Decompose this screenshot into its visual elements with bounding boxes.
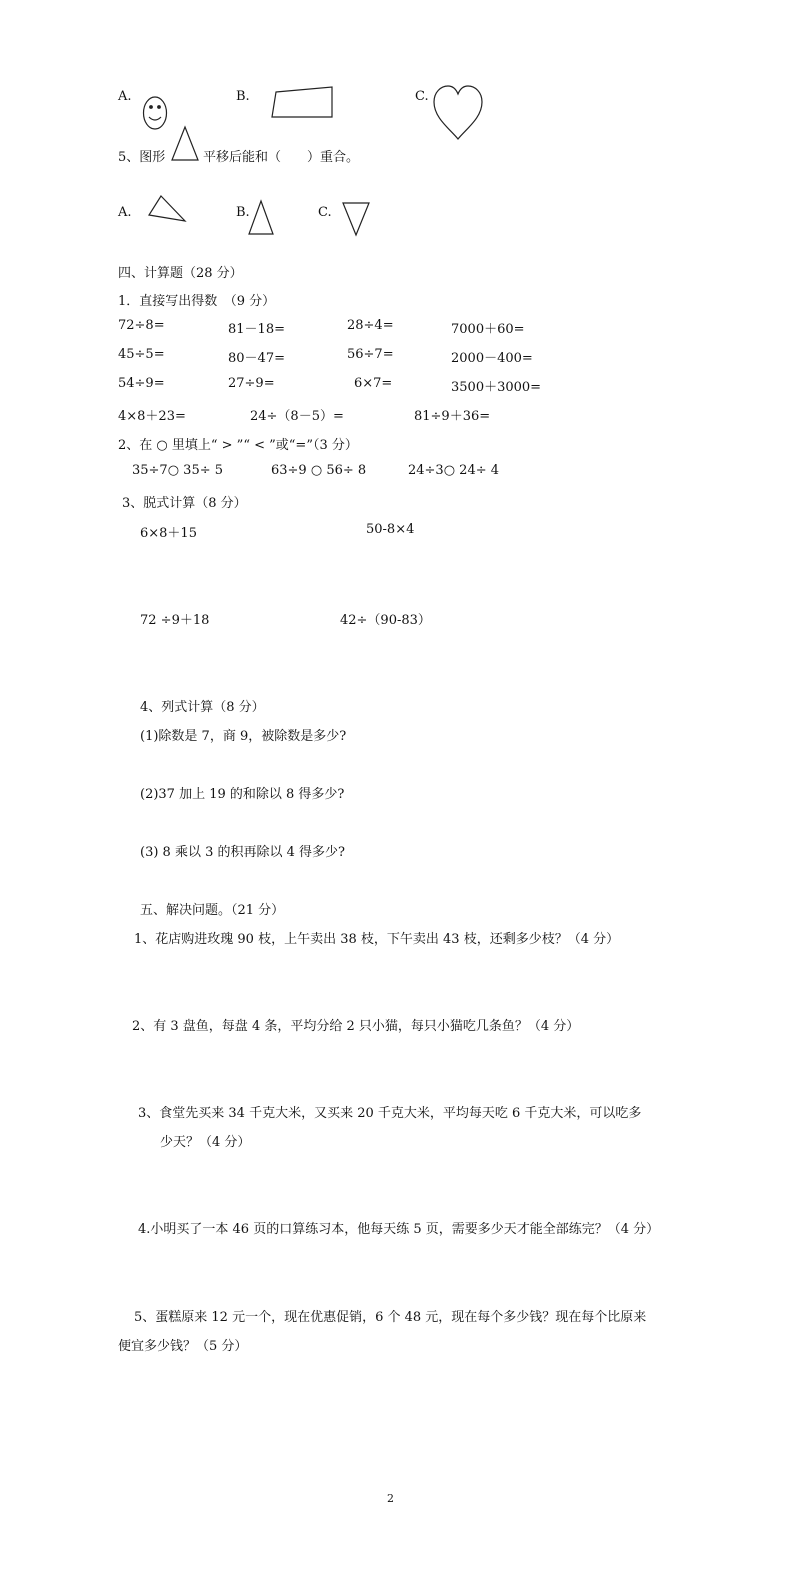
smiley-face-icon [141,95,169,131]
compare-item: 35÷7○ 35÷ 5 [132,463,224,478]
calc-cell: 81÷9＋36= [414,409,491,424]
word-problem: 2、有 3 盘鱼，每盘 4 条，平均分给 2 只小猫，每只小猫吃几条鱼？（4 分） [132,1019,580,1034]
calc-cell: 27÷9= [228,376,275,391]
calc-cell: 4×8＋23= [118,409,186,424]
calc-cell: 80－47= [228,351,285,366]
page-number: 2 [387,1492,394,1505]
q5-option-a-label: A. [118,205,132,220]
word-problem-cont: 少天？（4 分） [160,1135,251,1150]
calc-cell: 3500＋3000= [451,380,542,395]
part2-title: 2、在 ○ 里填上“ > ”“ < ”或“=”（3 分） [118,438,358,453]
q5-suffix: 平移后能和（ ）重合。 [203,150,360,165]
calc-cell: 81－18= [228,322,285,337]
upright-triangle-icon [248,200,274,236]
q5-option-b-label: B. [236,205,250,220]
calc-cell: 72÷8= [118,318,165,333]
triangle-shape-icon [171,126,199,162]
calc-cell: 7000＋60= [451,322,525,337]
q4-option-c-label: C. [415,89,429,104]
word-calc-item: (1)除数是 7，商 9，被除数是多少? [140,729,347,744]
tilted-triangle-icon [148,195,188,223]
part3-title: 3、脱式计算（8 分） [122,496,247,511]
word-calc-item: (2)37 加上 19 的和除以 8 得多少? [140,787,345,802]
stepwise-item: 72 ÷9＋18 [140,613,210,628]
inverted-triangle-icon [342,202,370,236]
trapezoid-shape-icon [271,86,335,120]
stepwise-item: 42÷（90-83） [340,613,431,628]
stepwise-item: 6×8＋15 [140,526,197,541]
word-problem: 5、蛋糕原来 12 元一个，现在优惠促销，6 个 48 元，现在每个多少钱？现在每个比原来 [134,1310,647,1325]
calc-cell: 54÷9= [118,376,165,391]
calc-cell: 28÷4= [347,318,394,333]
word-problem: 4.小明买了一本 46 页的口算练习本，他每天练 5 页，需要多少天才能全部练完？（4 分） [138,1222,660,1237]
section4-title: 四、计算题（28 分） [118,266,243,281]
word-problem-cont: 便宜多少钱？（5 分） [118,1339,248,1354]
q4-option-b-label: B. [236,89,250,104]
calc-cell: 45÷5= [118,347,165,362]
part1-title: 1．直接写出得数 （9 分） [118,294,276,309]
q5-prefix: 5、图形 [118,150,166,165]
q4-option-a-label: A. [118,89,132,104]
stepwise-item: 50-8×4 [366,522,415,537]
compare-item: 24÷3○ 24÷ 4 [408,463,500,478]
compare-item: 63÷9 ○ 56÷ 8 [271,463,367,478]
part4-title: 4、列式计算（8 分） [140,700,265,715]
word-problem: 1、花店购进玫瑰 90 枝，上午卖出 38 枝，下午卖出 43 枝，还剩多少枝？（4 分） [134,932,620,947]
calc-cell: 6×7= [354,376,393,391]
calc-cell: 56÷7= [347,347,394,362]
word-problem: 3、食堂先买来 34 千克大米，又买来 20 千克大米，平均每天吃 6 千克大米，可以吃多 [138,1106,642,1121]
heart-shape-icon [432,85,484,141]
q5-option-c-label: C. [318,205,332,220]
section5-title: 五、解决问题。（21 分） [140,903,285,918]
calc-cell: 2000－400= [451,351,533,366]
word-calc-item: (3) 8 乘以 3 的积再除以 4 得多少? [140,845,345,860]
calc-cell: 24÷（8－5）= [250,409,344,424]
